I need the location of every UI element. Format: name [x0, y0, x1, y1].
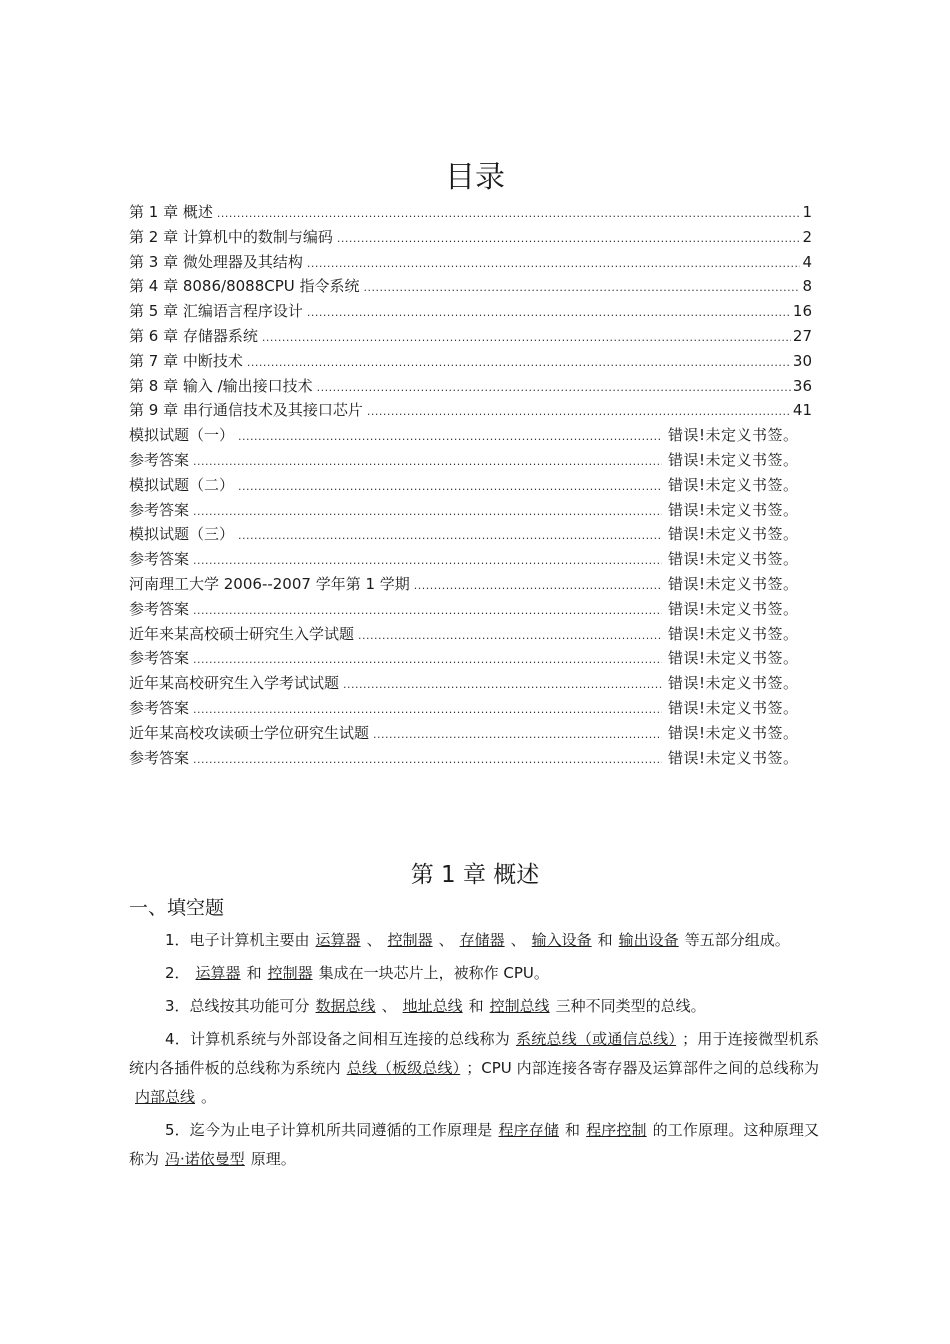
- toc-entry-label: 参考答案: [129, 550, 190, 569]
- toc-entry-label: 近年某高校攻读硕士学位研究生试题: [129, 723, 370, 742]
- toc-entry-page: 错误!未定义书签。: [668, 723, 799, 742]
- answer-blank: 总线（板级总线）: [346, 1059, 461, 1077]
- toc-leader-dots: [217, 207, 801, 220]
- table-of-contents: [129, 201, 812, 771]
- toc-entry[interactable]: [129, 424, 812, 449]
- toc-entry-label: 近年某高校研究生入学考试试题: [129, 674, 340, 693]
- toc-leader-dots: [193, 703, 662, 716]
- toc-entry[interactable]: [129, 623, 812, 648]
- toc-entry-label: 第 6 章 存储器系统: [129, 326, 258, 345]
- toc-leader-dots: [247, 356, 791, 369]
- toc-entry-page: 2: [802, 227, 812, 246]
- separator: 、: [366, 931, 382, 949]
- toc-title: 目录: [445, 160, 505, 195]
- question-4: [129, 1025, 819, 1112]
- toc-entry-page: 30: [792, 351, 812, 370]
- fill-in-questions: [129, 926, 819, 1178]
- toc-entry[interactable]: [129, 300, 812, 325]
- toc-entry-label: 第 2 章 计算机中的数制与编码: [129, 227, 333, 246]
- toc-entry[interactable]: [129, 399, 812, 424]
- toc-entry[interactable]: [129, 697, 812, 722]
- toc-entry-label: 第 9 章 串行通信技术及其接口芯片: [129, 401, 363, 420]
- toc-leader-dots: [367, 405, 791, 418]
- separator: 和: [597, 931, 613, 949]
- toc-leader-dots: [193, 753, 662, 766]
- toc-leader-dots: [193, 455, 662, 468]
- question-2: [129, 959, 819, 988]
- answer-blank: 程序存储: [498, 1121, 559, 1139]
- toc-entry-page: 错误!未定义书签。: [668, 624, 799, 643]
- answer-blank: 控制器: [267, 964, 313, 982]
- toc-entry[interactable]: [129, 722, 812, 747]
- toc-leader-dots: [317, 381, 791, 394]
- toc-leader-dots: [373, 728, 662, 741]
- toc-leader-dots: [343, 678, 662, 691]
- toc-entry[interactable]: [129, 548, 812, 573]
- answer-blank: 数据总线: [315, 997, 376, 1015]
- toc-entry-page: 错误!未定义书签。: [668, 698, 799, 717]
- toc-entry-label: 参考答案: [129, 649, 190, 668]
- toc-entry-page: 4: [802, 252, 812, 271]
- toc-entry-label: 近年来某高校硕士研究生入学试题: [129, 624, 355, 643]
- answer-blank: 程序控制: [586, 1121, 647, 1139]
- toc-entry[interactable]: [129, 251, 812, 276]
- toc-entry-label: 参考答案: [129, 748, 190, 767]
- answer-blank: 控制器: [387, 931, 433, 949]
- toc-entry[interactable]: [129, 350, 812, 375]
- answer-blank: 内部总线: [135, 1088, 196, 1106]
- toc-entry-page: 错误!未定义书签。: [668, 426, 799, 445]
- separator: 和: [246, 964, 262, 982]
- answer-blank: 系统总线（或通信总线）: [515, 1030, 677, 1048]
- toc-entry-label: 参考答案: [129, 500, 190, 519]
- toc-leader-dots: [193, 604, 662, 617]
- section-title: 一、填空题: [129, 897, 225, 919]
- toc-entry-label: 第 5 章 汇编语言程序设计: [129, 302, 303, 321]
- question-text: 。: [201, 1088, 217, 1106]
- question-text: 1．电子计算机主要由: [165, 931, 310, 949]
- toc-leader-dots: [337, 232, 801, 245]
- toc-entry-label: 参考答案: [129, 450, 190, 469]
- answer-blank: 地址总线: [402, 997, 463, 1015]
- toc-leader-dots: [262, 331, 791, 344]
- question-text: 原理。: [250, 1150, 296, 1168]
- question-1: [129, 926, 819, 955]
- separator: 、: [438, 931, 454, 949]
- toc-leader-dots: [238, 529, 662, 542]
- toc-leader-dots: [193, 554, 662, 567]
- toc-leader-dots: [364, 281, 801, 294]
- toc-leader-dots: [307, 257, 801, 270]
- toc-entry-label: 参考答案: [129, 599, 190, 618]
- toc-entry-page: 错误!未定义书签。: [668, 748, 799, 767]
- toc-entry-label: 第 8 章 输入 /输出接口技术: [129, 376, 313, 395]
- question-text: 3．总线按其功能可分: [165, 997, 310, 1015]
- toc-entry[interactable]: [129, 598, 812, 623]
- toc-entry-page: 错误!未定义书签。: [668, 550, 799, 569]
- toc-entry-page: 错误!未定义书签。: [668, 450, 799, 469]
- toc-entry-label: 第 4 章 8086/8088CPU 指令系统: [129, 277, 360, 296]
- toc-entry-label: 模拟试题（三）: [129, 525, 235, 544]
- question-text: 4．计算机系统与外部设备之间相互连接的总线称为: [165, 1030, 510, 1048]
- toc-entry-page: 错误!未定义书签。: [668, 649, 799, 668]
- toc-entry-label: 模拟试题（二）: [129, 475, 235, 494]
- toc-entry-page: 27: [792, 326, 812, 345]
- toc-entry[interactable]: [129, 747, 812, 772]
- toc-entry[interactable]: [129, 672, 812, 697]
- toc-entry[interactable]: [129, 375, 812, 400]
- separator: 和: [564, 1121, 581, 1139]
- toc-entry-page: 错误!未定义书签。: [668, 574, 799, 593]
- toc-entry[interactable]: [129, 647, 812, 672]
- answer-blank: 输出设备: [618, 931, 679, 949]
- toc-entry-label: 河南理工大学 2006--2007 学年第 1 学期: [129, 574, 410, 593]
- chapter-title: 第 1 章 概述: [410, 862, 540, 888]
- question-text: 等五部分组成。: [684, 931, 790, 949]
- toc-leader-dots: [238, 430, 662, 443]
- toc-leader-dots: [193, 505, 662, 518]
- toc-entry-label: 参考答案: [129, 698, 190, 717]
- question-text: 2．: [165, 964, 190, 982]
- toc-entry[interactable]: [129, 275, 812, 300]
- separator: 、: [510, 931, 526, 949]
- question-3: [129, 992, 819, 1021]
- toc-entry-page: 36: [792, 376, 812, 395]
- answer-blank: 输入设备: [531, 931, 592, 949]
- toc-entry-page: 错误!未定义书签。: [668, 525, 799, 544]
- toc-entry-label: 第 3 章 微处理器及其结构: [129, 252, 303, 271]
- answer-blank: 运算器: [195, 964, 241, 982]
- question-text: ；用于连接微型机系统内各插件板的总线称为系统内: [129, 1030, 819, 1077]
- toc-entry-page: 错误!未定义书签。: [668, 674, 799, 693]
- question-text: 集成在一块芯片上，被称作 CPU。: [318, 964, 549, 982]
- toc-entry[interactable]: [129, 226, 812, 251]
- toc-entry-page: 1: [802, 203, 812, 221]
- toc-entry[interactable]: [129, 474, 812, 499]
- question-text: 的工作原理。这种原理又称为: [129, 1121, 819, 1168]
- toc-entry-label: 第 1 章 概述: [129, 203, 213, 221]
- toc-entry-page: 错误!未定义书签。: [668, 500, 799, 519]
- question-5: [129, 1116, 819, 1174]
- question-text: ；CPU 内部连接各寄存器及运算部件之间的总线称为: [466, 1059, 819, 1077]
- toc-entry-page: 8: [802, 277, 812, 296]
- answer-blank: 冯·诺依曼型: [165, 1150, 245, 1168]
- toc-entry-page: 错误!未定义书签。: [668, 599, 799, 618]
- toc-entry[interactable]: [129, 449, 812, 474]
- toc-entry[interactable]: [129, 325, 812, 350]
- separator: 和: [468, 997, 484, 1015]
- answer-blank: 存储器: [459, 931, 505, 949]
- separator: 、: [381, 997, 397, 1015]
- toc-entry-page: 16: [792, 302, 812, 321]
- toc-leader-dots: [238, 480, 662, 493]
- toc-entry-label: 第 7 章 中断技术: [129, 351, 243, 370]
- toc-entry[interactable]: [129, 201, 812, 226]
- answer-blank: 运算器: [315, 931, 361, 949]
- toc-entry[interactable]: [129, 499, 812, 524]
- toc-leader-dots: [358, 629, 662, 642]
- toc-entry[interactable]: [129, 523, 812, 548]
- toc-entry-page: 41: [792, 401, 812, 420]
- question-text: 三种不同类型的总线。: [555, 997, 706, 1015]
- toc-entry[interactable]: [129, 573, 812, 598]
- toc-leader-dots: [193, 653, 662, 666]
- question-text: 5．迄今为止电子计算机所共同遵循的工作原理是: [165, 1121, 493, 1139]
- toc-entry-page: 错误!未定义书签。: [668, 475, 799, 494]
- toc-entry-label: 模拟试题（一）: [129, 426, 235, 445]
- toc-leader-dots: [307, 306, 791, 319]
- answer-blank: 控制总线: [489, 997, 550, 1015]
- toc-leader-dots: [414, 579, 662, 592]
